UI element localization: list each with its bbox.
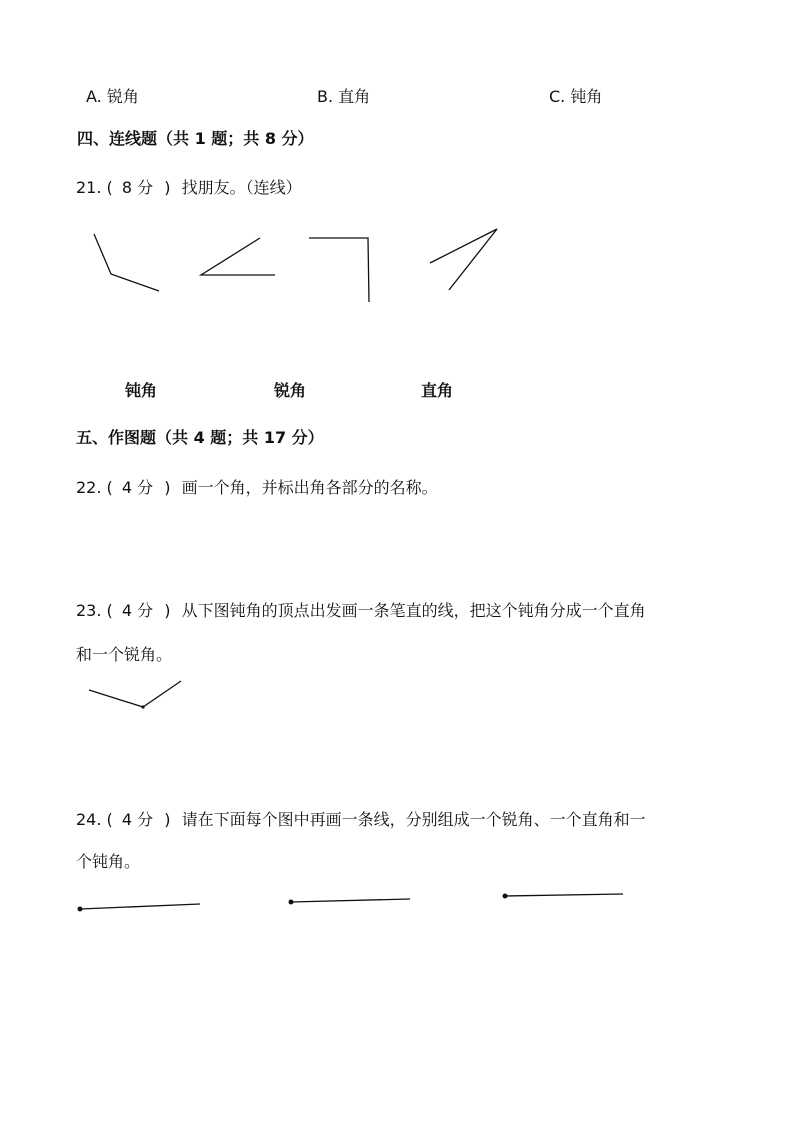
q21-label-right: 直角 [421, 381, 454, 400]
q24-ray-3-endpoint [503, 894, 508, 899]
q23-text: 从下图钝角的顶点出发画一条笔直的线，把这个钝角分成一个直角 [181, 601, 646, 620]
q24-ray-2[interactable] [291, 899, 410, 902]
q24-ray-1[interactable] [80, 904, 200, 909]
q24-ray-3[interactable] [505, 894, 623, 896]
q22-header [76, 478, 438, 498]
q23-vertex-dot [141, 705, 144, 708]
q21-angle-1[interactable] [94, 234, 159, 291]
q23-close: ) [164, 601, 171, 620]
q24-score: 4 分 [121, 810, 154, 829]
q21-header [76, 178, 302, 198]
q21-text: 找朋友。（连线） [181, 178, 302, 197]
q21-angle-3[interactable] [309, 238, 369, 302]
q21-angle-4[interactable] [430, 229, 497, 290]
q21-close: ) [164, 178, 171, 197]
q22-text: 画一个角，并标出角各部分的名称。 [181, 478, 438, 497]
q22-score: 4 分 [121, 478, 154, 497]
q24-ray-2-endpoint [289, 900, 294, 905]
option-b: B. 直角 [317, 87, 371, 106]
q24-number: 24. ( [76, 810, 113, 829]
q23-text-line2: 和一个锐角。 [76, 645, 173, 664]
q22-number: 22. ( [76, 478, 113, 497]
option-c: C. 钝角 [549, 87, 603, 106]
q23-score: 4 分 [121, 601, 154, 620]
section-5-title: 五、作图题（共 4 题；共 17 分） [76, 428, 324, 447]
q21-label-acute: 锐角 [274, 381, 307, 400]
q21-label-obtuse: 钝角 [125, 381, 158, 400]
q21-angle-2[interactable] [201, 238, 275, 275]
q23-header [76, 601, 646, 621]
section-4-title: 四、连线题（共 1 题；共 8 分） [77, 129, 314, 148]
q21-score: 8 分 [121, 178, 154, 197]
q24-close: ) [164, 810, 171, 829]
option-a: A. 锐角 [86, 87, 139, 106]
q22-close: ) [164, 478, 171, 497]
q23-number: 23. ( [76, 601, 113, 620]
q24-text-line2: 个钝角。 [76, 852, 141, 871]
q24-ray-1-endpoint [78, 907, 83, 912]
q23-obtuse-angle[interactable] [89, 681, 181, 707]
q21-number: 21. ( [76, 178, 113, 197]
q24-text: 请在下面每个图中再画一条线，分别组成一个锐角、一个直角和一 [181, 810, 646, 829]
q24-header [76, 810, 646, 830]
